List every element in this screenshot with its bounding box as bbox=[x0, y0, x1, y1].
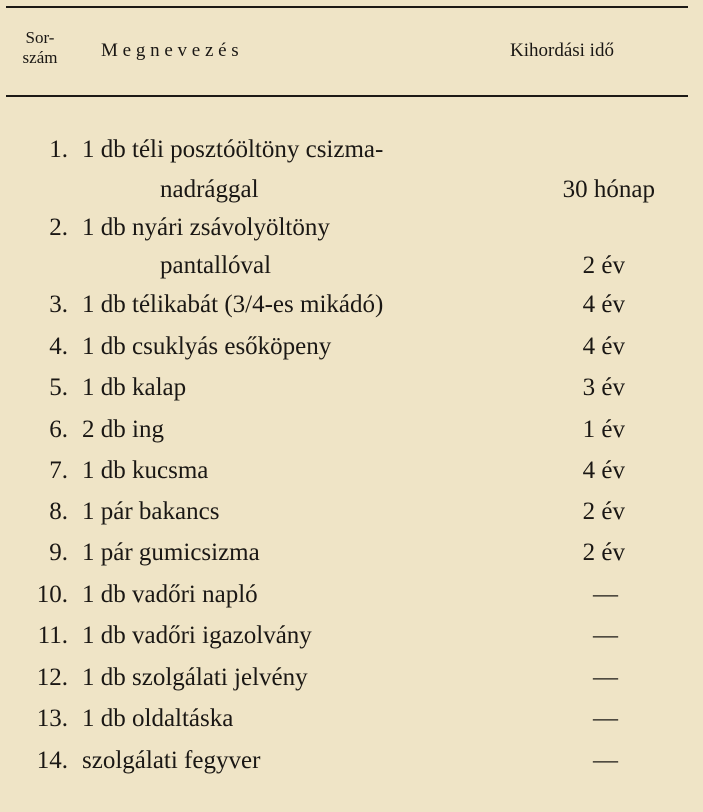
row-item: 1 db kalap bbox=[82, 374, 187, 401]
row-item: 1 db kucsma bbox=[82, 457, 209, 484]
header-wear-period: Kihordási idő bbox=[510, 40, 614, 61]
row-item: 1 db szolgálati jelvény bbox=[82, 664, 308, 691]
row-number: 10. bbox=[36, 581, 68, 608]
row-number: 11. bbox=[37, 622, 68, 649]
header-serial-line2: szám bbox=[22, 48, 58, 67]
header-rule bbox=[6, 95, 688, 97]
row-wear-period: — bbox=[593, 581, 618, 608]
row-wear-period: 4 év bbox=[582, 457, 625, 484]
row-wear-period: — bbox=[593, 622, 618, 649]
row-item-continuation: nadrággal bbox=[160, 176, 259, 203]
row-number: 9. bbox=[49, 539, 68, 566]
row-wear-period: 1 év bbox=[582, 416, 625, 443]
row-item: 1 db csuklyás esőköpeny bbox=[82, 333, 332, 360]
row-number: 7. bbox=[49, 457, 68, 484]
top-rule bbox=[6, 6, 688, 8]
row-wear-period: 2 év bbox=[582, 539, 625, 566]
row-number: 8. bbox=[49, 498, 68, 525]
row-item: 1 db oldaltáska bbox=[82, 705, 234, 732]
row-wear-period: 30 hónap bbox=[562, 176, 655, 203]
row-item: 1 db télikabát (3/4-es mikádó) bbox=[82, 291, 384, 318]
row-item: 1 db téli posztóöltöny csizma- bbox=[82, 136, 384, 163]
row-number: 1. bbox=[49, 136, 68, 163]
row-item: 1 db vadőri igazolvány bbox=[82, 622, 312, 649]
row-wear-period: 4 év bbox=[582, 291, 625, 318]
header-designation: M e g n e v e z é s bbox=[101, 40, 239, 61]
row-wear-period: — bbox=[593, 747, 618, 774]
row-item: 1 db nyári zsávolyöltöny bbox=[82, 214, 330, 241]
row-item: 2 db ing bbox=[82, 416, 164, 443]
row-wear-period: 3 év bbox=[582, 374, 625, 401]
row-item: szolgálati fegyver bbox=[82, 747, 261, 774]
row-number: 2. bbox=[49, 214, 68, 241]
row-number: 13. bbox=[36, 705, 68, 732]
row-number: 6. bbox=[49, 416, 68, 443]
row-number: 14. bbox=[36, 747, 68, 774]
row-wear-period: 4 év bbox=[582, 333, 625, 360]
row-wear-period: — bbox=[593, 664, 618, 691]
row-item: 1 pár bakancs bbox=[82, 498, 220, 525]
row-item: 1 pár gumicsizma bbox=[82, 539, 260, 566]
row-number: 12. bbox=[36, 664, 68, 691]
row-item: 1 db vadőri napló bbox=[82, 581, 258, 608]
row-wear-period: 2 év bbox=[582, 252, 625, 279]
header-serial-number bbox=[14, 28, 66, 68]
row-number: 5. bbox=[49, 374, 68, 401]
header-serial-line1: Sor- bbox=[25, 28, 55, 47]
row-number: 3. bbox=[49, 291, 68, 318]
row-item-continuation: pantallóval bbox=[160, 252, 272, 279]
row-wear-period: 2 év bbox=[582, 498, 625, 525]
row-number: 4. bbox=[49, 333, 68, 360]
row-wear-period: — bbox=[593, 705, 618, 732]
